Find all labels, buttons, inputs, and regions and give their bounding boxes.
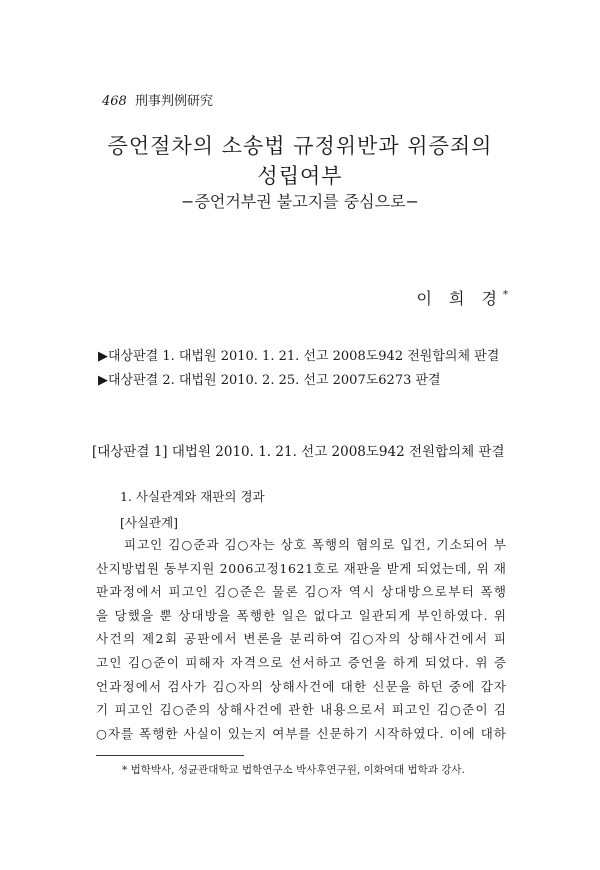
journal-title: 刑事判例研究 [134,94,213,109]
body-line-text: 을 당했을 뿐 상대방을 폭행한 일은 없다고 일관되게 부인하였다. 위 [96,607,508,623]
case-item: ▶대상판결 2. 대법원 2010. 2. 25. 선고 2007도6273 판결 [98,373,441,388]
bracket-heading: [사실관계] [120,515,179,530]
case-item: ▶대상판결 1. 대법원 2010. 1. 21. 선고 2008도942 전원합의체 판결 [98,349,500,364]
body-line-text: ○자를 폭행한 사실이 있는지 여부를 신문하기 시작하였다. 이에 대하 [96,725,508,741]
body-line-text: 고인 김○준이 피해자 자격으로 선서하고 증언을 하게 되었다. 위 증 [96,654,508,670]
body-line-text: 기 피고인 김○준의 상해사건에 관한 내용으로서 피고인 김○준이 김 [96,702,508,718]
body-line-text: 언과정에서 검사가 김○자의 상해사건에 대한 신문을 하던 중에 갑자 [96,678,508,694]
article-title-line-1: 증언절차의 소송법 규정위반과 위증죄의 [107,134,493,158]
body-paragraph [96,533,506,745]
body-line-text: 판과정에서 피고인 김○준은 물론 김○자 역시 상대방으로부터 폭행 [96,584,508,600]
body-line [96,557,506,581]
body-line [96,651,506,675]
subsection-heading: 1. 사실관계와 재판의 경과 [120,489,265,504]
body-line [96,580,506,604]
author-name: 이 희 경 [416,289,503,308]
body-line [96,627,506,651]
body-line-text: 피고인 김○준과 김○자는 상호 폭행의 혐의로 입건, 기소되어 부 [124,537,508,552]
body-line [96,722,506,746]
footnote-divider [96,755,244,756]
article-title-line-2: 성립여부 [257,164,343,188]
section-heading: [대상판결 1] 대법원 2010. 1. 21. 선고 2008도942 전원합의체 판결 [92,444,505,460]
body-line [96,698,506,722]
body-line-text: 산지방법원 동부지원 2006고정1621호로 재판을 받게 되었는데, 위 재 [96,560,507,576]
body-line-text: 사건의 제2회 공판에서 변론을 분리하여 김○자의 상해사건에서 피 [96,631,508,647]
body-line [96,533,506,557]
author-footnote-mark: * [503,289,508,301]
case-list [98,345,499,393]
body-line [96,604,506,628]
page-number: 468 [102,94,127,109]
page-header [102,90,213,109]
author [416,286,508,309]
body-line [96,675,506,699]
article-subtitle: −증언거부권 불고지를 중심으로− [181,192,419,211]
footnote: * 법학박사, 성균관대학교 법학연구소 박사후연구원, 이화여대 법학과 강사. [122,764,465,776]
